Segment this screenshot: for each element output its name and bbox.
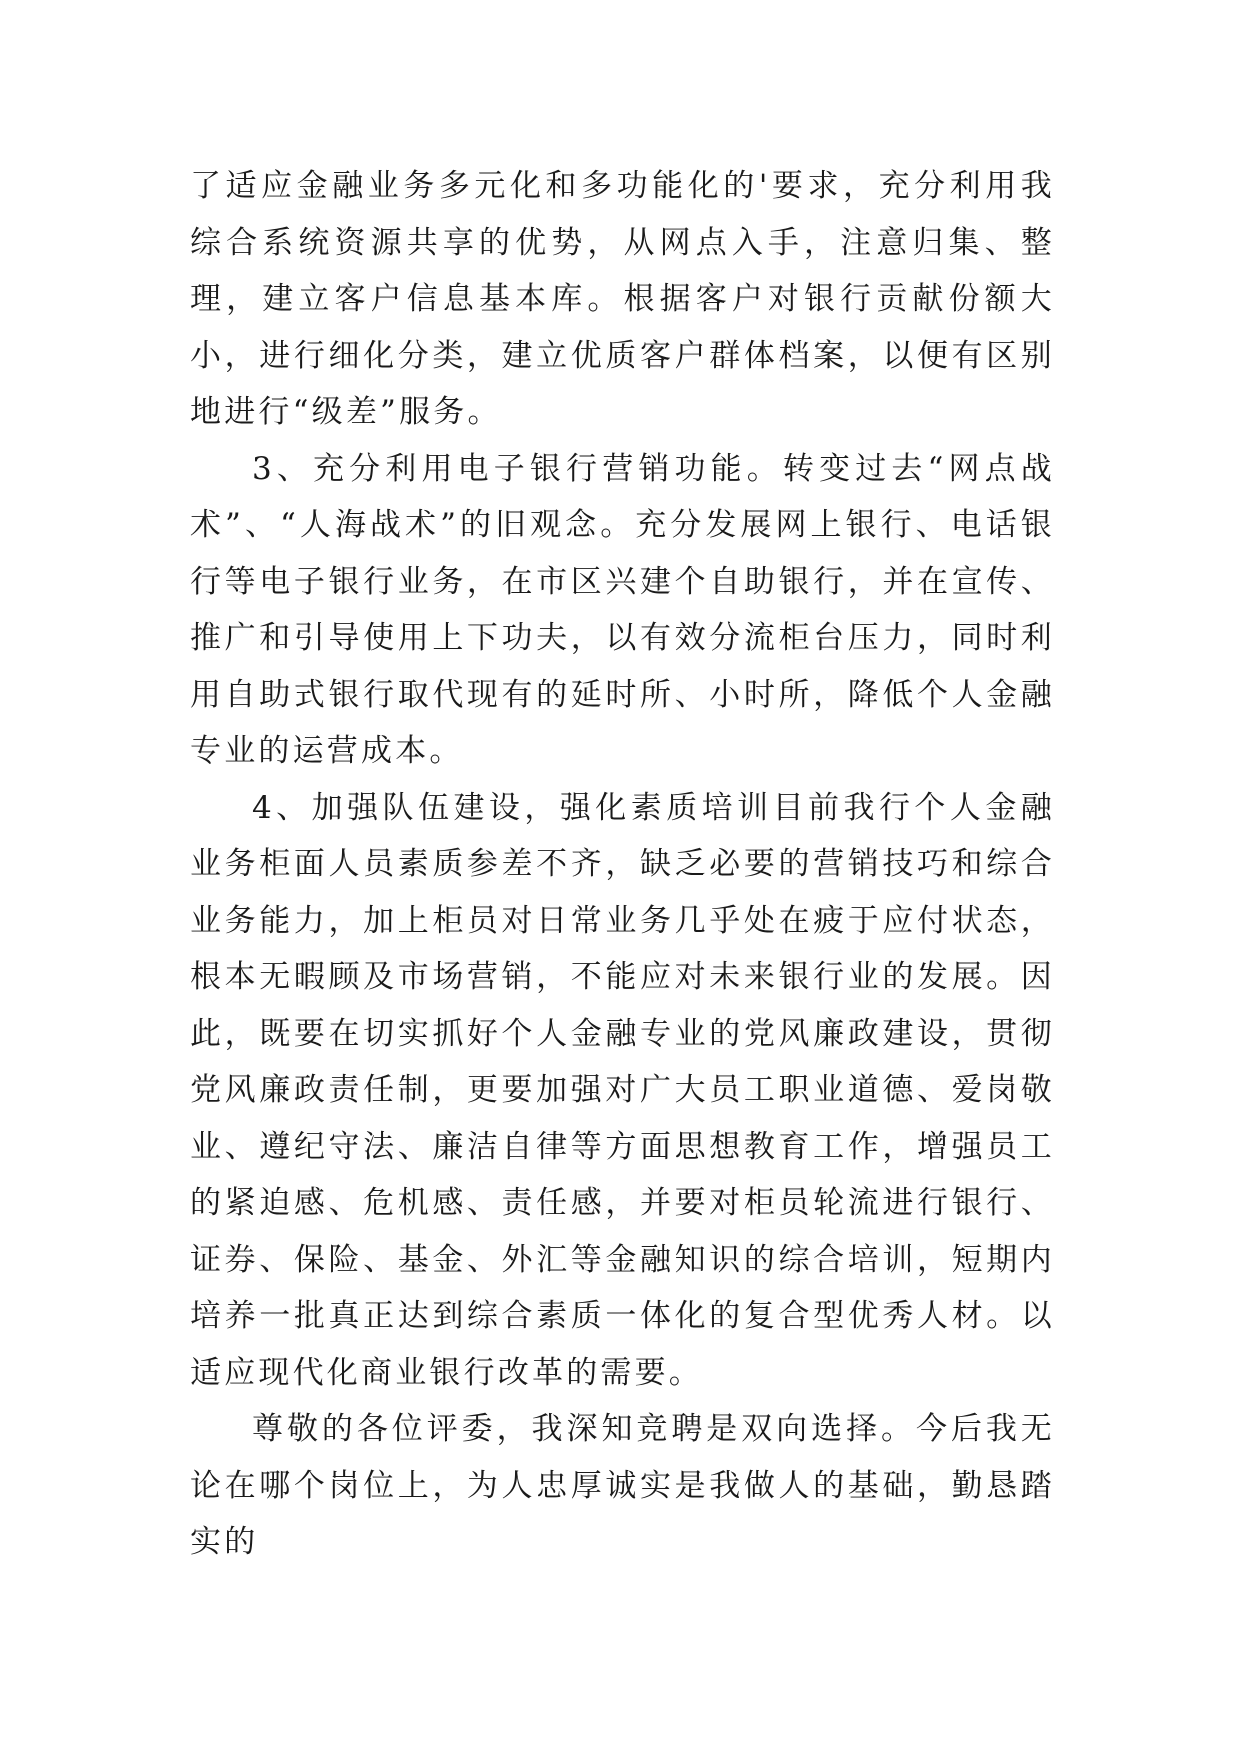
document-body (190, 158, 1055, 1571)
paragraph-item-3: 3、充分利用电子银行营销功能。转变过去“网点战术”、“人海战术”的旧观念。充分发展网上银行、电话银行等电子银行业务，在市区兴建个自助银行，并在宣传、推广和引导使用上下功夫，以有效分流柜台压力，同时利用自助式银行取代现有的延时所、小时所，降低个人金融专业的运营成本。 (190, 450, 1055, 769)
paragraph-closing: 尊敬的各位评委，我深知竞聘是双向选择。今后我无论在哪个岗位上，为人忠厚诚实是我做人的基础，勤恳踏实的 (190, 1411, 1055, 1560)
paragraph-item-4: 4、加强队伍建设，强化素质培训目前我行个人金融业务柜面人员素质参差不齐，缺乏必要的营销技巧和综合业务能力，加上柜员对日常业务几乎处在疲于应付状态，根本无暇顾及市场营销，不能应对未来银行业的发展。因此，既要在切实抓好个人金融专业的党风廉政建设，贯彻党风廉政责任制，更要加强对广大员工职业道德、爱岗敬业、遵纪守法、廉洁自律等方面思想教育工作，增强员工的紧迫感、危机感、责任感，并要对柜员轮流进行银行、证券、保险、基金、外汇等金融知识的综合培训，短期内培养一批真正达到综合素质一体化的复合型优秀人材。以适应现代化商业银行改革的需要。 (190, 789, 1055, 1391)
paragraph-continuation: 了适应金融业务多元化和多功能化的'要求，充分利用我综合系统资源共享的优势，从网点入手，注意归集、整理，建立客户信息基本库。根据客户对银行贡献份额大小，进行细化分类，建立优质客户群体档案，以便有区别地进行“级差”服务。 (190, 168, 1055, 430)
